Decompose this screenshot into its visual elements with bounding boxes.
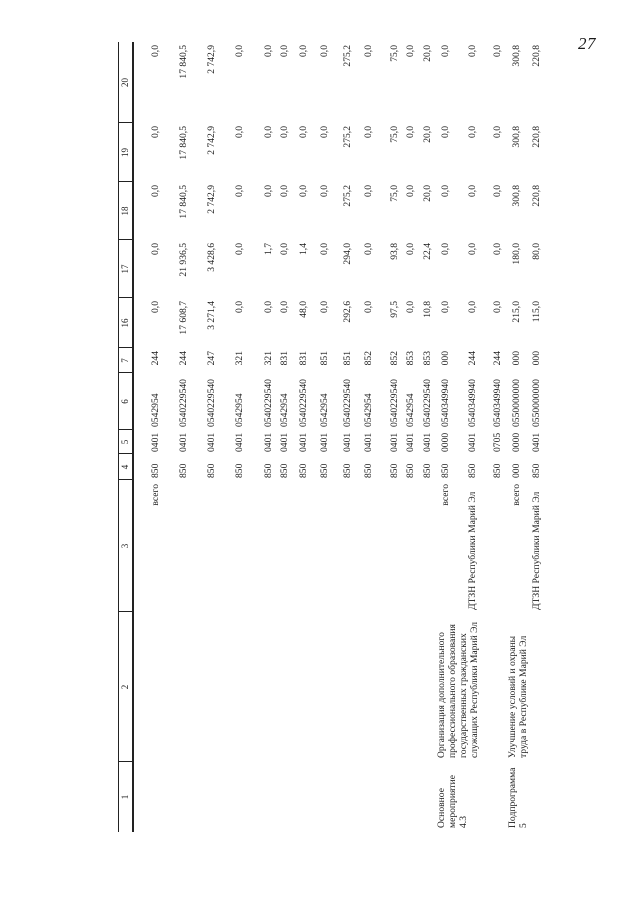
cell-y18: 300,8 <box>511 185 522 207</box>
cell-y20: 0,0 <box>234 45 245 57</box>
cell-y18: 0,0 <box>440 185 451 197</box>
budget-table <box>118 42 542 832</box>
cell-rzpr: 0401 <box>363 432 374 452</box>
cell-vr: 000 <box>531 351 542 366</box>
cell-y19: 0,0 <box>279 126 290 138</box>
cell-y17: 0,0 <box>234 243 245 255</box>
cell-y17: 1,4 <box>298 243 309 255</box>
cell-rzpr: 0401 <box>234 432 245 452</box>
cell-y19: 0,0 <box>363 126 374 138</box>
cell-y17: 0,0 <box>467 243 478 255</box>
cell-y19: 0,0 <box>467 126 478 138</box>
cell-y16: 17 608,7 <box>178 301 189 335</box>
section-title: Улучшение условий и охраны труда в Республике Марий Эл <box>507 635 529 758</box>
cell-y17: 294,0 <box>342 243 353 265</box>
cell-y18: 0,0 <box>405 185 416 197</box>
cell-grbs: 850 <box>298 463 309 478</box>
cell-y17: 0,0 <box>279 243 290 255</box>
cell-y19: 275,2 <box>342 126 353 148</box>
cell-y20: 0,0 <box>298 45 309 57</box>
cell-y17: 21 936,5 <box>178 243 189 277</box>
cell-csr: 0540349940 <box>467 379 478 427</box>
cell-csr: 0542954 <box>405 393 416 427</box>
page-number: 27 <box>578 34 596 53</box>
cell-vr: 321 <box>234 351 245 366</box>
cell-y17: 0,0 <box>150 243 161 255</box>
column-header: 6 <box>120 399 130 404</box>
cell-y19: 0,0 <box>319 126 330 138</box>
cell-y20: 17 840,5 <box>178 45 189 79</box>
cell-y20: 0,0 <box>405 45 416 57</box>
cell-vr: 321 <box>263 351 274 366</box>
cell-y20: 75,0 <box>389 45 400 62</box>
cell-vr: 852 <box>363 351 374 366</box>
cell-y19: 300,8 <box>511 126 522 148</box>
cell-vr: 244 <box>178 351 189 366</box>
section-code: Основное мероприятие 4.3 <box>436 775 469 828</box>
cell-y20: 0,0 <box>440 45 451 57</box>
cell-csr: 0540229540 <box>422 379 433 427</box>
cell-rzpr: 0401 <box>531 432 542 452</box>
cell-grbs: 850 <box>405 463 416 478</box>
cell-y19: 0,0 <box>405 126 416 138</box>
cell-y16: 48,0 <box>298 301 309 318</box>
table-rule <box>133 42 134 832</box>
cell-y19: 0,0 <box>298 126 309 138</box>
cell-rzpr: 0401 <box>150 432 161 452</box>
cell-y17: 3 428,6 <box>206 243 217 272</box>
cell-rzpr: 0401 <box>405 432 416 452</box>
cell-grbs: 850 <box>263 463 274 478</box>
cell-grbs: 850 <box>279 463 290 478</box>
cell-y18: 2 742,9 <box>206 185 217 214</box>
cell-rzpr: 0401 <box>178 432 189 452</box>
column-header: 5 <box>120 439 130 445</box>
cell-csr: 0540349940 <box>440 379 451 427</box>
cell-y19: 220,8 <box>531 126 542 148</box>
cell-y18: 0,0 <box>234 185 245 197</box>
cell-y19: 20,0 <box>422 126 433 143</box>
cell-y20: 0,0 <box>467 45 478 57</box>
cell-y17: 22,4 <box>422 243 433 260</box>
cell-y17: 0,0 <box>319 243 330 255</box>
cell-grbs: 850 <box>363 463 374 478</box>
cell-vr: 851 <box>342 351 353 366</box>
cell-vr: 853 <box>405 351 416 366</box>
cell-y19: 75,0 <box>389 126 400 143</box>
cell-csr: 0542954 <box>319 393 330 427</box>
cell-y19: 0,0 <box>150 126 161 138</box>
cell-grbs: 850 <box>531 463 542 478</box>
cell-y16: 0,0 <box>492 301 503 313</box>
cell-y20: 275,2 <box>342 45 353 67</box>
column-header: 3 <box>120 543 130 549</box>
cell-y16: 292,6 <box>342 301 353 323</box>
cell-vr: 852 <box>389 351 400 366</box>
cell-y20: 220,8 <box>531 45 542 67</box>
cell-grbs: 850 <box>440 463 451 478</box>
cell-vr: 244 <box>467 351 478 366</box>
cell-y16: 3 271,4 <box>206 301 217 330</box>
cell-rzpr: 0401 <box>422 432 433 452</box>
cell-vr: 851 <box>319 351 330 366</box>
cell-y16: 97,5 <box>389 301 400 318</box>
cell-vr: 831 <box>279 351 290 366</box>
cell-y18: 20,0 <box>422 185 433 202</box>
cell-y19: 0,0 <box>492 126 503 138</box>
cell-csr: 0540229540 <box>389 379 400 427</box>
cell-grbs: 850 <box>234 463 245 478</box>
cell-y16: 0,0 <box>319 301 330 313</box>
cell-rzpr: 0705 <box>492 432 503 452</box>
cell-grbs: 850 <box>178 463 189 478</box>
cell-vr: 244 <box>492 351 503 366</box>
cell-vr: 244 <box>150 351 161 366</box>
cell-grbs: 850 <box>150 463 161 478</box>
cell-y19: 0,0 <box>263 126 274 138</box>
cell-csr: 0540229540 <box>298 379 309 427</box>
cell-csr: 0540229540 <box>178 379 189 427</box>
cell-grbs: 850 <box>422 463 433 478</box>
cell-y18: 220,8 <box>531 185 542 207</box>
cell-y19: 0,0 <box>234 126 245 138</box>
cell-y20: 300,8 <box>511 45 522 67</box>
cell-csr: 0550000000 <box>511 379 522 427</box>
cell-y18: 0,0 <box>298 185 309 197</box>
cell-vr: 831 <box>298 351 309 366</box>
cell-csr: 0542954 <box>279 393 290 427</box>
column-header: 19 <box>120 148 130 157</box>
cell-y17: 0,0 <box>405 243 416 255</box>
cell-y18: 17 840,5 <box>178 185 189 219</box>
cell-y20: 0,0 <box>363 45 374 57</box>
cell-y17: 93,8 <box>389 243 400 260</box>
cell-y16: 0,0 <box>234 301 245 313</box>
cell-vr: 853 <box>422 351 433 366</box>
cell-rzpr: 0401 <box>319 432 330 452</box>
cell-y16: 0,0 <box>467 301 478 313</box>
cell-vr: 000 <box>440 351 451 366</box>
cell-grbs: 850 <box>342 463 353 478</box>
cell-grbs: 850 <box>319 463 330 478</box>
row-scope: ДТЗН Республики Марий Эл <box>531 491 542 610</box>
cell-y16: 215,0 <box>511 301 522 323</box>
cell-y20: 0,0 <box>279 45 290 57</box>
cell-y16: 0,0 <box>263 301 274 313</box>
cell-y18: 0,0 <box>279 185 290 197</box>
cell-csr: 0550000000 <box>531 379 542 427</box>
row-scope: всего <box>511 484 522 506</box>
cell-y20: 0,0 <box>263 45 274 57</box>
cell-y18: 0,0 <box>150 185 161 197</box>
cell-y19: 2 742,9 <box>206 126 217 155</box>
cell-y17: 80,0 <box>531 243 542 260</box>
cell-y17: 180,0 <box>511 243 522 265</box>
column-header: 1 <box>120 794 130 800</box>
cell-rzpr: 0401 <box>263 432 274 452</box>
cell-rzpr: 0000 <box>440 432 451 452</box>
cell-csr: 0542954 <box>363 393 374 427</box>
cell-rzpr: 0401 <box>342 432 353 452</box>
column-header: 7 <box>120 358 130 363</box>
cell-y18: 0,0 <box>492 185 503 197</box>
cell-rzpr: 0401 <box>206 432 217 452</box>
cell-vr: 000 <box>511 351 522 366</box>
cell-y17: 0,0 <box>363 243 374 255</box>
column-header: 20 <box>120 78 130 87</box>
cell-y16: 115,0 <box>531 301 542 323</box>
cell-rzpr: 0401 <box>389 432 400 452</box>
column-header: 18 <box>120 206 130 216</box>
cell-y19: 17 840,5 <box>178 126 189 160</box>
cell-y16: 0,0 <box>405 301 416 313</box>
cell-y16: 0,0 <box>279 301 290 313</box>
section-code: Подпрограмма 5 <box>507 767 529 828</box>
cell-y16: 0,0 <box>150 301 161 313</box>
column-header: 16 <box>120 318 130 328</box>
cell-rzpr: 0401 <box>467 432 478 452</box>
cell-y20: 0,0 <box>319 45 330 57</box>
cell-y18: 0,0 <box>467 185 478 197</box>
cell-rzpr: 0401 <box>298 432 309 452</box>
cell-y16: 0,0 <box>440 301 451 313</box>
cell-y18: 0,0 <box>263 185 274 197</box>
cell-csr: 0542954 <box>234 393 245 427</box>
cell-y17: 1,7 <box>263 243 274 255</box>
cell-rzpr: 0401 <box>279 432 290 452</box>
cell-y16: 10,8 <box>422 301 433 318</box>
row-scope: всего <box>150 484 161 506</box>
cell-y17: 0,0 <box>440 243 451 255</box>
cell-y17: 0,0 <box>492 243 503 255</box>
cell-grbs: 850 <box>467 463 478 478</box>
cell-grbs: 850 <box>206 463 217 478</box>
cell-y20: 2 742,9 <box>206 45 217 74</box>
cell-csr: 0540229540 <box>206 379 217 427</box>
cell-grbs: 000 <box>511 463 522 478</box>
cell-vr: 247 <box>206 351 217 366</box>
cell-y18: 0,0 <box>319 185 330 197</box>
cell-csr: 0542954 <box>150 393 161 427</box>
cell-y20: 0,0 <box>150 45 161 57</box>
cell-rzpr: 0000 <box>511 432 522 452</box>
cell-csr: 0540229540 <box>342 379 353 427</box>
row-scope: всего <box>440 484 451 506</box>
cell-grbs: 850 <box>389 463 400 478</box>
cell-csr: 0540349940 <box>492 379 503 427</box>
cell-csr: 0540229540 <box>263 379 274 427</box>
cell-y20: 0,0 <box>492 45 503 57</box>
row-scope: ДТЗН Республики Марий Эл <box>467 491 478 610</box>
cell-y20: 20,0 <box>422 45 433 62</box>
cell-y18: 275,2 <box>342 185 353 207</box>
cell-y19: 0,0 <box>440 126 451 138</box>
column-header: 2 <box>120 684 130 690</box>
section-title: Организация дополнительного профессионального образования государственных гражданских служащих Республики Марий Эл <box>436 621 480 758</box>
cell-y16: 0,0 <box>363 301 374 313</box>
column-header: 17 <box>120 264 130 274</box>
column-header: 4 <box>120 464 130 470</box>
cell-y18: 75,0 <box>389 185 400 202</box>
cell-grbs: 850 <box>492 463 503 478</box>
cell-y18: 0,0 <box>363 185 374 197</box>
